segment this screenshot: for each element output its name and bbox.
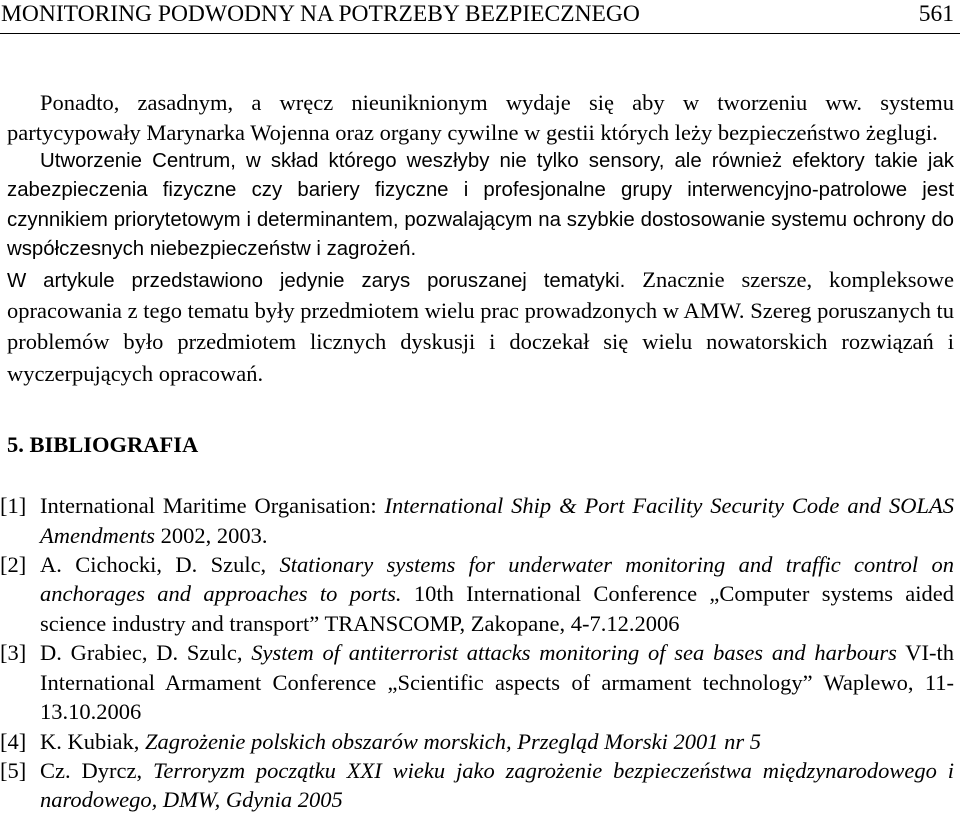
paragraph-1: Ponadto, zasadnym, a wręcz nieuniknionym wydaje się aby w tworzeniu ww. systemu partycypowały Marynarka Wojenna oraz organy cywilne w gestii których leży bezpieczeństwo żeglugi. bbox=[7, 90, 954, 145]
bibliography-list bbox=[0, 491, 955, 814]
reference-authors: K. Kubiak, bbox=[40, 728, 145, 754]
reference-details: 10th International Conference „Computer systems aided science industry and transport” TRANSCOMP, Zakopane, 4-7.12.2006 bbox=[40, 581, 954, 636]
page-body bbox=[0, 88, 955, 815]
paragraph-2: Utworzenie Centrum, w skład którego weszłyby nie tylko sensory, ale również efektory takie jak zabezpieczenia fizyczne czy bariery fizyczne i profesjonalne grupy interwencyjno-patrolowe jest czynnikiem priorytetowym i determinantem, pozwalającym na szybkie dostosowanie systemu ochrony do współczesnych niebezpieczeństw i zagrożeń. bbox=[7, 150, 954, 261]
paragraph-3-rest: Znacznie szersze, kompleksowe opracowania z tego tematu były przedmiotem wielu prac prowadzonych w AMW. Szereg poruszanych tu problemów było przedmiotem licznych dyskusji i doczekał się wielu nowatorskich rozwiązań i wyczerpujących opracowań. bbox=[7, 266, 954, 386]
reference-title: Stationary systems for underwater monitoring and traffic control on anchorages and approaches to ports. bbox=[40, 552, 955, 607]
section-heading-bibliography: 5. BIBLIOGRAFIA bbox=[7, 432, 199, 458]
reference-details: VI-th International Armament Conference „Scientific aspects of armament technology” Waplewo, 11-13.10.2006 bbox=[40, 640, 954, 725]
reference-number: [3] bbox=[0, 640, 27, 666]
running-header bbox=[0, 0, 960, 34]
reference-item bbox=[0, 550, 955, 638]
reference-details: 2002, 2003. bbox=[154, 522, 268, 548]
reference-number: [2] bbox=[0, 552, 27, 578]
reference-number: [5] bbox=[0, 757, 27, 783]
running-header-title: MONITORING PODWODNY NA POTRZEBY BEZPIECZNEGO bbox=[1, 1, 640, 27]
page-number: 561 bbox=[918, 1, 954, 27]
reference-authors: Cz. Dyrcz, bbox=[40, 757, 153, 783]
paragraph-3 bbox=[7, 265, 954, 391]
reference-authors: International Maritime Organisation: bbox=[40, 493, 385, 519]
reference-item bbox=[0, 491, 955, 550]
reference-title: Terroryzm początku XXI wieku jako zagrożenie bezpieczeństwa międzynarodowego i narodowego, DMW, Gdynia 2005 bbox=[40, 757, 954, 813]
reference-item bbox=[0, 727, 954, 756]
reference-title: International Ship & Port Facility Security Code and SOLAS Amendments bbox=[40, 493, 955, 548]
reference-authors: A. Cichocki, D. Szulc, bbox=[40, 552, 280, 578]
reference-item bbox=[0, 638, 954, 726]
reference-number: [4] bbox=[0, 728, 27, 754]
reference-number: [1] bbox=[0, 493, 27, 519]
reference-title: Zagrożenie polskich obszarów morskich, Przegląd Morski 2001 nr 5 bbox=[145, 728, 762, 754]
reference-title: System of antiterrorist attacks monitoring of sea bases and harbours bbox=[251, 640, 897, 666]
paragraph-3-first-sentence: W artykule przedstawiono jedynie zarys poruszanej tematyki. bbox=[7, 269, 626, 292]
reference-authors: D. Grabiec, D. Szulc, bbox=[40, 640, 252, 666]
reference-item bbox=[0, 756, 954, 815]
